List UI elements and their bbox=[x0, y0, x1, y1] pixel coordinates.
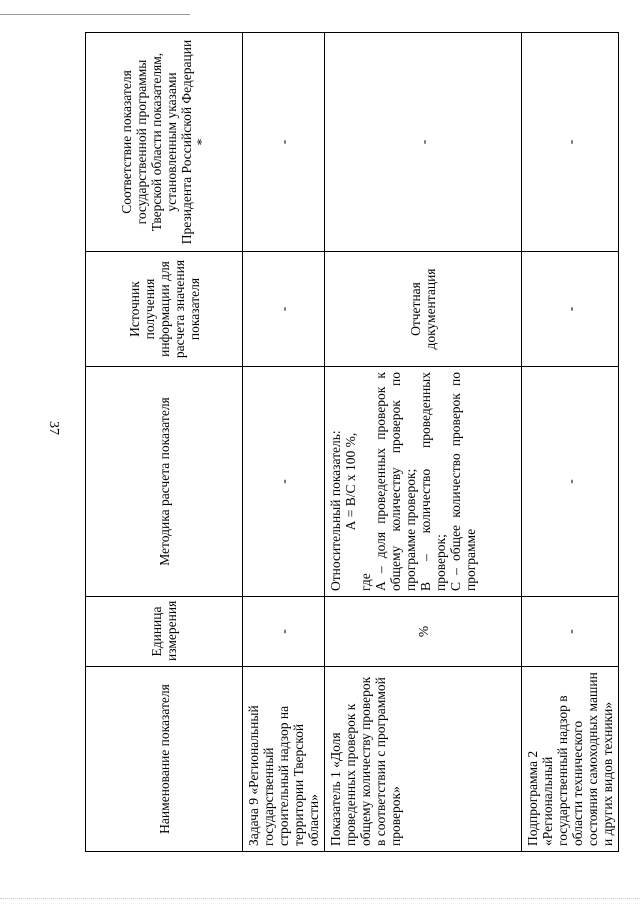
header-name: Наименование показателя bbox=[86, 667, 243, 852]
cell-method: - bbox=[522, 367, 619, 597]
scan-edge-line-bottom bbox=[0, 898, 640, 899]
cell-method bbox=[325, 367, 522, 597]
page-number: 37 bbox=[46, 421, 61, 435]
indicator-table bbox=[85, 32, 619, 852]
cell-unit: % bbox=[325, 597, 522, 667]
cell-method: - bbox=[243, 367, 325, 597]
cell-name: Подпрограмма 2 «Региональный государственный надзор в области технического состояния самоходных машин и других видов техники» bbox=[522, 667, 619, 852]
table-row bbox=[325, 33, 522, 852]
table-row bbox=[243, 33, 325, 852]
method-formula: А = В/С х 100 %, bbox=[343, 432, 358, 531]
method-line: Относительный показатель: bbox=[328, 430, 343, 591]
header-source: Источник получения информации для расчета значения показателя bbox=[86, 252, 243, 367]
cell-compliance: - bbox=[522, 33, 619, 252]
header-unit: Единица измерения bbox=[86, 597, 243, 667]
header-method: Методика расчета показателя bbox=[86, 367, 243, 597]
header-compliance: Соответствие показателя государственной программы Тверской области показателям, установленным указами Президента Российской Федерации * bbox=[86, 33, 243, 252]
rotated-page bbox=[85, 32, 615, 852]
cell-unit: - bbox=[243, 597, 325, 667]
scan-edge-line bbox=[0, 14, 190, 15]
method-line: А – доля проведенных проверок к общему количеству проверок по программе проверок; bbox=[373, 372, 418, 591]
cell-name: Задача 9 «Региональный государственный строительный надзор на территории Тверской области» bbox=[243, 667, 325, 852]
cell-compliance: - bbox=[243, 33, 325, 252]
table-row bbox=[522, 33, 619, 852]
cell-unit: - bbox=[522, 597, 619, 667]
table-header-row bbox=[86, 33, 243, 852]
cell-name: Показатель 1 «Доля проведенных проверок к общему количеству проверок в соответствии с программой проверок» bbox=[325, 667, 522, 852]
method-line: где bbox=[358, 573, 373, 591]
cell-source: - bbox=[243, 252, 325, 367]
cell-source: - bbox=[522, 252, 619, 367]
method-line: В – количество проведенных проверок; bbox=[418, 372, 448, 591]
method-line: С – общее количество проверок по программе bbox=[448, 372, 478, 591]
cell-compliance: - bbox=[325, 33, 522, 252]
cell-source: Отчетная документация bbox=[325, 252, 522, 367]
